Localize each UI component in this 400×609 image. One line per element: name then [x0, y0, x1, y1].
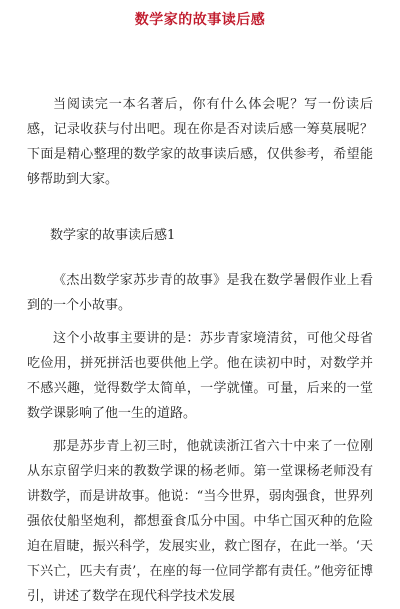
section-heading: 数学家的故事读后感1 [50, 228, 176, 243]
intro-paragraph: 当阅读完一本名著后，你有什么体会呢？写一份读后感，记录收获与付出吧。现在你是否对读后感一筹莫展呢？下面是精心整理的数学家的故事读后感，仅供参考，希望能够帮助到大家。 [27, 97, 373, 187]
body-paragraph: 《杰出数学家苏步青的故事》是我在数学暑假作业上看到的一个小故事。 [27, 273, 373, 313]
body-paragraph: 那是苏步青上初三时，他就读浙江省六十中来了一位刚从东京留学归来的教数学课的杨老师。第一堂课杨老师没有讲数学，而是讲故事。他说：“当今世界，弱肉强食，世界列强依仗船坚炮利，都想蚕食瓜分中国。中华亡国灭种的危险迫在眉睫，振兴科学，发展实业，救亡图存，在此一举。‘天下兴亡，匹夫有责’，在座的每一位同学都有责任。”他旁征博引，讲述了数学在现代科学技术发展 [27, 439, 373, 604]
body-paragraph: 这个小故事主要讲的是：苏步青家境清贫，可他父母省吃俭用，拼死拼活也要供他上学。他在读初中时，对数学并不感兴趣，觉得数学太简单，一学就懂。可量，后来的一堂数学课影响了他一生的道路。 [27, 331, 373, 421]
document-title: 数学家的故事读后感 [134, 12, 266, 28]
